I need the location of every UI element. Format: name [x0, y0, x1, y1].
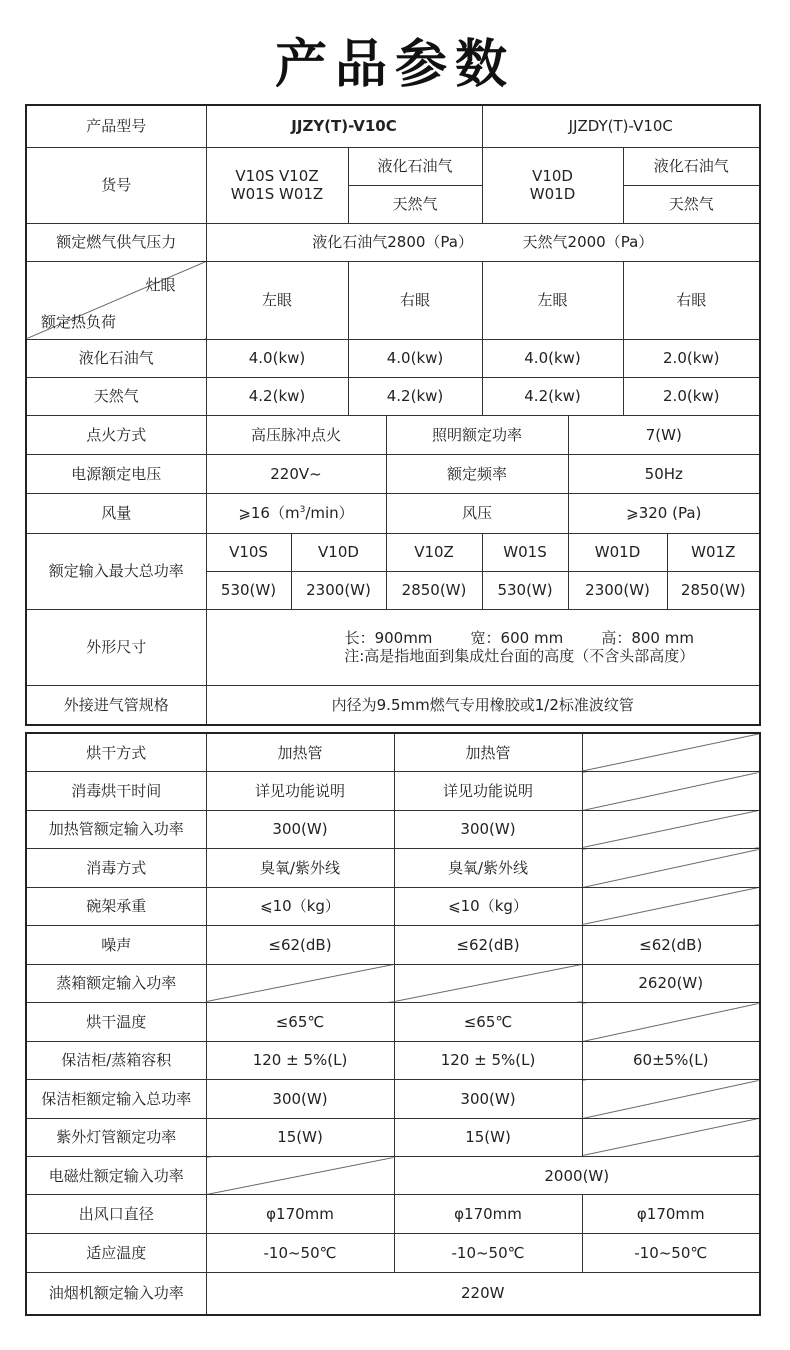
max-power-value: 530(W): [482, 571, 568, 609]
empty-cell: [582, 1080, 760, 1119]
row-label: 蒸箱额定输入功率: [26, 964, 206, 1003]
row-value: 2620(W): [582, 964, 760, 1003]
table-row: [26, 1003, 760, 1042]
empty-cell: [582, 887, 760, 926]
row-value: 臭氧/紫外线: [206, 849, 394, 888]
temp-value: -10~50℃: [206, 1234, 394, 1273]
lpg-value: 4.0(kw): [206, 339, 348, 377]
airflow-post: /min）: [305, 504, 354, 522]
row-value: 300(W): [206, 810, 394, 849]
ng-value: 4.2(kw): [348, 377, 482, 415]
item-label: 货号: [26, 147, 206, 223]
item-a-ng: 天然气: [348, 185, 482, 223]
row-label: 紫外灯管额定功率: [26, 1118, 206, 1157]
row-value: 300(W): [394, 1080, 582, 1119]
row-value: 300(W): [206, 1080, 394, 1119]
row-label: 保洁柜额定输入总功率: [26, 1080, 206, 1119]
left-burner-a: 左眼: [206, 261, 348, 339]
max-power-value: 2300(W): [291, 571, 386, 609]
outlet-label: 出风口直径: [26, 1195, 206, 1234]
freq-label: 额定频率: [386, 454, 568, 493]
item-a-lpg: 液化石油气: [348, 147, 482, 185]
row-value: 详见功能说明: [206, 772, 394, 811]
model-b: JJZDY(T)-V10C: [482, 105, 760, 147]
item-b-line2: W01D: [529, 185, 576, 203]
voltage-value: 220V~: [206, 454, 386, 493]
outlet-value: φ170mm: [582, 1195, 760, 1234]
empty-cell: [394, 964, 582, 1003]
row-value: ≤62(dB): [206, 926, 394, 965]
empty-cell: [582, 772, 760, 811]
airflow-label: 风量: [26, 493, 206, 533]
row-label: 消毒烘干时间: [26, 772, 206, 811]
table-row: [26, 849, 760, 888]
empty-cell: [582, 810, 760, 849]
row-value: ≤65℃: [206, 1003, 394, 1042]
ng-value: 4.2(kw): [482, 377, 623, 415]
max-power-model: W01Z: [667, 533, 760, 571]
item-a-line2: W01S W01Z: [230, 185, 324, 203]
dimensions-label: 外形尺寸: [26, 609, 206, 685]
temp-value: -10~50℃: [582, 1234, 760, 1273]
row-value: ⩽10（kg）: [206, 887, 394, 926]
induction-label: 电磁灶额定输入功率: [26, 1157, 206, 1195]
row-label: 碗架承重: [26, 887, 206, 926]
max-power-value: 2850(W): [667, 571, 760, 609]
dimensions-line2: 注:高是指地面到集成灶台面的高度（不含头部高度）: [344, 647, 695, 665]
max-power-value: 2850(W): [386, 571, 482, 609]
spec-table-main: [25, 104, 761, 726]
airflow-sup: 3: [299, 505, 306, 515]
ng-value: 2.0(kw): [623, 377, 760, 415]
row-value: 15(W): [394, 1118, 582, 1157]
right-burner-a: 右眼: [348, 261, 482, 339]
item-a-codes: [206, 147, 348, 223]
row-value: ≤62(dB): [394, 926, 582, 965]
pressure-value: ⩾320 (Pa): [568, 493, 760, 533]
table-row: [26, 1118, 760, 1157]
lighting-label: 照明额定功率: [386, 415, 568, 454]
outlet-value: φ170mm: [206, 1195, 394, 1234]
row-label: 烘干方式: [26, 733, 206, 772]
max-power-model: V10S: [206, 533, 291, 571]
row-label: 加热管额定输入功率: [26, 810, 206, 849]
row-value: 臭氧/紫外线: [394, 849, 582, 888]
row-value: ≤62(dB): [582, 926, 760, 965]
hood-label: 油烟机额定输入功率: [26, 1273, 206, 1315]
table-row: [26, 1080, 760, 1119]
row-value: 300(W): [394, 810, 582, 849]
ignition-label: 点火方式: [26, 415, 206, 454]
table-row: [26, 1041, 760, 1080]
left-burner-b: 左眼: [482, 261, 623, 339]
freq-value: 50Hz: [568, 454, 760, 493]
burner-heat-header: [26, 261, 206, 339]
row-label: 噪声: [26, 926, 206, 965]
max-power-label: 额定输入最大总功率: [26, 533, 206, 609]
empty-cell: [582, 1003, 760, 1042]
gas-pressure-lpg: 液化石油气2800（Pa）: [312, 233, 473, 251]
voltage-label: 电源额定电压: [26, 454, 206, 493]
lpg-row-label: 液化石油气: [26, 339, 206, 377]
row-value: 详见功能说明: [394, 772, 582, 811]
empty-cell: [582, 733, 760, 772]
max-power-value: 530(W): [206, 571, 291, 609]
gas-pressure-value: [206, 223, 760, 261]
row-value: 120 ± 5%(L): [206, 1041, 394, 1080]
ng-value: 4.2(kw): [206, 377, 348, 415]
dimensions-value: [206, 609, 760, 685]
table-row: [26, 887, 760, 926]
lpg-value: 4.0(kw): [348, 339, 482, 377]
table-row: [26, 964, 760, 1003]
gas-pipe-label: 外接进气管规格: [26, 685, 206, 725]
hood-value: 220W: [206, 1273, 760, 1315]
lighting-value: 7(W): [568, 415, 760, 454]
airflow-value: [206, 493, 386, 533]
model-label: 产品型号: [26, 105, 206, 147]
empty-cell: [582, 1118, 760, 1157]
airflow-pre: ⩾16（m: [238, 504, 300, 522]
max-power-model: V10Z: [386, 533, 482, 571]
max-power-model: W01D: [568, 533, 667, 571]
row-value: 120 ± 5%(L): [394, 1041, 582, 1080]
item-b-lpg: 液化石油气: [623, 147, 760, 185]
row-value: 15(W): [206, 1118, 394, 1157]
table-row: [26, 772, 760, 811]
max-power-value: 2300(W): [568, 571, 667, 609]
heat-load-label: 额定热负荷: [41, 312, 117, 331]
item-a-line1: V10S V10Z: [235, 167, 319, 185]
table-row: [26, 733, 760, 772]
right-burner-b: 右眼: [623, 261, 760, 339]
table-row: [26, 926, 760, 965]
item-b-codes: [482, 147, 623, 223]
table-row: [26, 810, 760, 849]
empty-cell: [206, 964, 394, 1003]
lpg-value: 4.0(kw): [482, 339, 623, 377]
row-value: 加热管: [394, 733, 582, 772]
row-label: 保洁柜/蒸箱容积: [26, 1041, 206, 1080]
burner-label: 灶眼: [145, 275, 176, 294]
max-power-model: V10D: [291, 533, 386, 571]
outlet-value: φ170mm: [394, 1195, 582, 1234]
empty-cell: [582, 849, 760, 888]
row-value: ≤65℃: [394, 1003, 582, 1042]
temp-label: 适应温度: [26, 1234, 206, 1273]
induction-value: 2000(W): [394, 1157, 760, 1195]
ng-row-label: 天然气: [26, 377, 206, 415]
empty-cell: [206, 1157, 394, 1195]
row-value: ⩽10（kg）: [394, 887, 582, 926]
model-a: JJZY(T)-V10C: [206, 105, 482, 147]
item-b-line1: V10D: [532, 167, 573, 185]
lpg-value: 2.0(kw): [623, 339, 760, 377]
gas-pressure-label: 额定燃气供气压力: [26, 223, 206, 261]
item-b-ng: 天然气: [623, 185, 760, 223]
spec-table-cabinet: [25, 732, 761, 1316]
row-label: 烘干温度: [26, 1003, 206, 1042]
ignition-value: 高压脉冲点火: [206, 415, 386, 454]
dimensions-line1: 长：900mm 宽：600 mm 高：800 mm: [344, 629, 694, 647]
gas-pipe-value: 内径为9.5mm燃气专用橡胶或1/2标准波纹管: [206, 685, 760, 725]
page-title: 产品参数: [274, 35, 515, 95]
row-value: 60±5%(L): [582, 1041, 760, 1080]
gas-pressure-ng: 天然气2000（Pa）: [522, 233, 654, 251]
pressure-label: 风压: [386, 493, 568, 533]
row-value: 加热管: [206, 733, 394, 772]
max-power-model: W01S: [482, 533, 568, 571]
temp-value: -10~50℃: [394, 1234, 582, 1273]
row-label: 消毒方式: [26, 849, 206, 888]
